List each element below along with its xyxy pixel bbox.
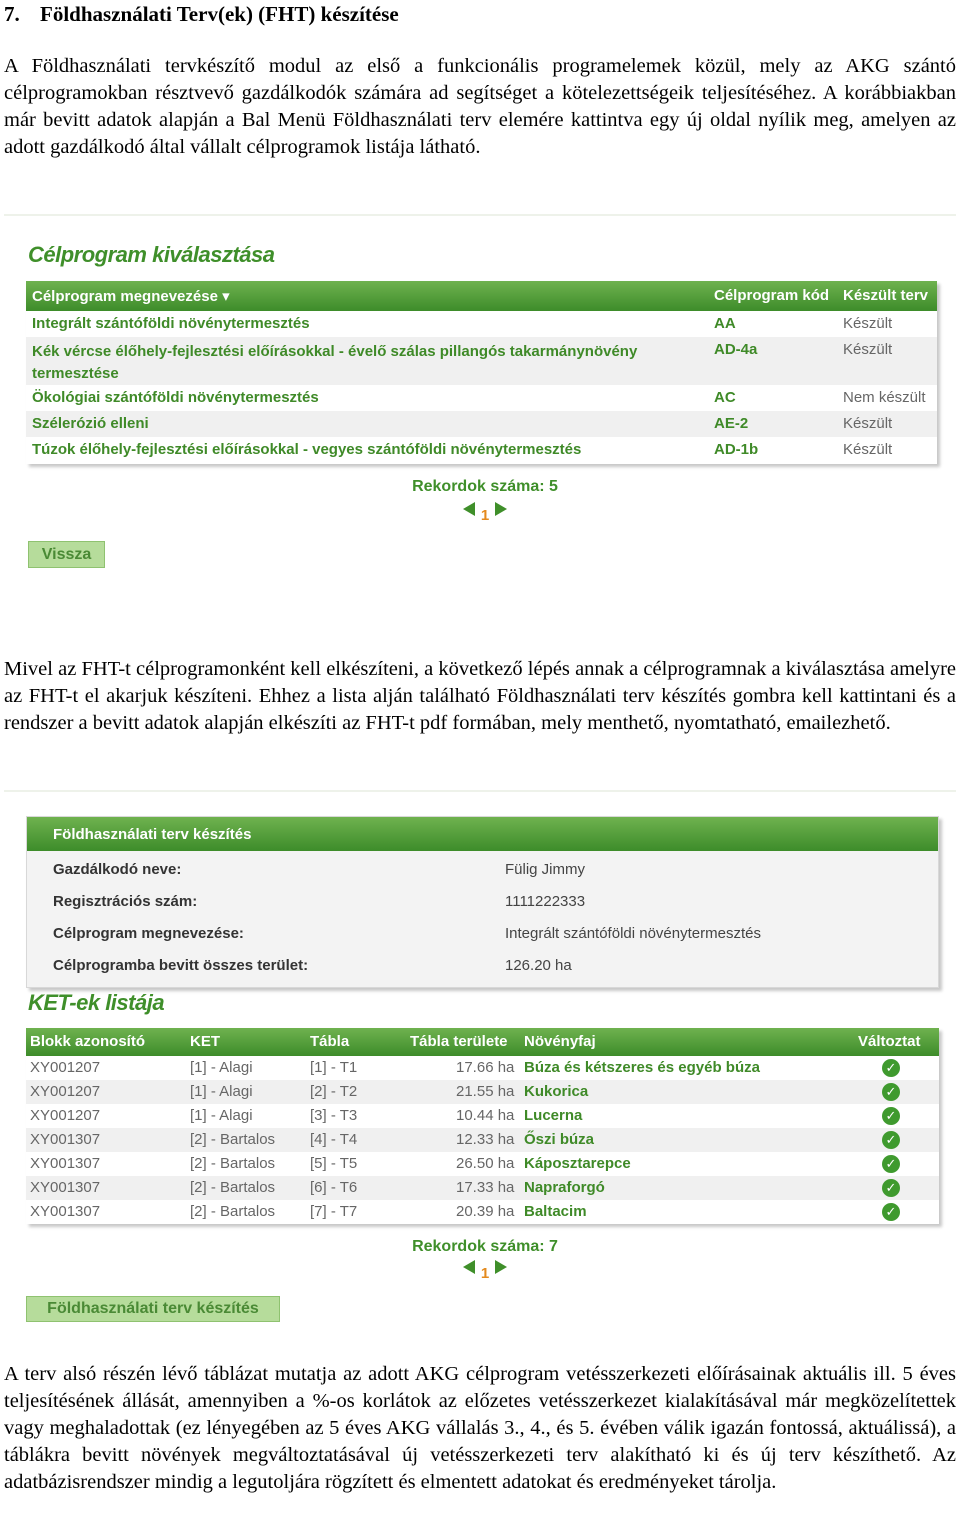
cell-noveny: Lucerna (524, 1107, 583, 1124)
cell-terulet: 17.33 ha (456, 1179, 515, 1196)
prev-arrow-icon[interactable] (463, 502, 475, 516)
next-arrow-icon[interactable] (495, 1260, 507, 1274)
cell-terulet: 20.39 ha (456, 1203, 515, 1220)
separator (4, 790, 956, 792)
cell-terulet: 17.66 ha (456, 1059, 515, 1076)
check-icon[interactable]: ✓ (882, 1059, 900, 1077)
row-status: Nem készült (843, 389, 926, 406)
row-code: AA (714, 315, 736, 332)
make-plan-button[interactable]: Földhasználati terv készítés (26, 1296, 280, 1322)
field-label: Célprogramba bevitt összes terület: (53, 957, 309, 974)
table-row (26, 1128, 939, 1152)
row-status: Készült (843, 415, 893, 432)
fht-panel-title: Földhasználati terv készítés (53, 826, 252, 843)
section-title: Földhasználati Terv(ek) (FHT) készítése (40, 2, 399, 26)
row-name[interactable]: Ökológiai szántóföldi növénytermesztés (32, 389, 319, 406)
check-icon[interactable]: ✓ (882, 1203, 900, 1221)
paragraph-selection (4, 656, 956, 737)
table-row (26, 1104, 939, 1128)
cell-terulet: 10.44 ha (456, 1107, 515, 1124)
cell-ket: [1] - Alagi (190, 1059, 253, 1076)
pager (455, 1260, 515, 1282)
cell-noveny: Búza és kétszeres és egyéb búza (524, 1059, 760, 1076)
col-header-noveny[interactable]: Növényfaj (524, 1033, 596, 1050)
paragraph-selection-text: Mivel az FHT-t célprogramonként kell elkészíteni, a következő lépés annak a célprogramnak a kiválasztása amelyre az FHT-t el akarjuk készíteni. Ehhez a lista alján található Földhasználati terv készítés gombra kell kattintani és a rendszer a bevitt adatok alapján elkészíti az FHT-t pdf formában, mely menthető, nyomtatható, emailezhető. (4, 658, 956, 734)
table-row[interactable] (26, 385, 937, 411)
table-row (26, 1176, 939, 1200)
back-button[interactable]: Vissza (28, 541, 105, 568)
cell-ket: [1] - Alagi (190, 1083, 253, 1100)
row-status: Készült (843, 341, 893, 358)
row-name[interactable]: Túzok élőhely-fejlesztési előírásokkal - vegyes szántóföldi növénytermesztés (32, 441, 582, 458)
cell-ket: [2] - Bartalos (190, 1203, 276, 1220)
cell-tabla: [5] - T5 (310, 1155, 358, 1172)
row-code: AD-4a (714, 341, 758, 358)
cell-blokk: XY001207 (30, 1107, 101, 1124)
record-count: Rekordok száma: 5 (412, 478, 558, 495)
col-header-status[interactable]: Készült terv (843, 287, 929, 304)
cell-blokk: XY001307 (30, 1131, 101, 1148)
separator (4, 214, 956, 216)
col-header-blokk[interactable]: Blokk azonosító (30, 1033, 146, 1050)
col-header-terulet[interactable]: Tábla területe (410, 1033, 508, 1050)
table-row[interactable] (26, 437, 937, 463)
check-icon[interactable]: ✓ (882, 1155, 900, 1173)
field-label: Célprogram megnevezése: (53, 925, 244, 942)
table-row[interactable] (26, 311, 937, 337)
cell-noveny: Őszi búza (524, 1131, 595, 1148)
celprogram-table (26, 281, 937, 464)
celprogram-table-header (26, 281, 937, 311)
cell-blokk: XY001307 (30, 1155, 101, 1172)
cell-tabla: [1] - T1 (310, 1059, 358, 1076)
row-status: Készült (843, 315, 893, 332)
cell-tabla: [2] - T2 (310, 1083, 358, 1100)
field-value: 126.20 ha (505, 957, 572, 974)
paragraph-closing (4, 1361, 956, 1496)
cell-noveny: Kukorica (524, 1083, 589, 1100)
row-code: AD-1b (714, 441, 759, 458)
cell-blokk: XY001307 (30, 1203, 101, 1220)
row-code: AC (714, 389, 736, 406)
check-icon[interactable]: ✓ (882, 1083, 900, 1101)
fht-panel-header (27, 817, 938, 851)
col-header-code[interactable]: Célprogram kód (714, 287, 830, 304)
field-value: Fülig Jimmy (505, 861, 586, 878)
check-icon[interactable]: ✓ (882, 1107, 900, 1125)
col-header-valtoztat[interactable]: Változtat (858, 1033, 921, 1050)
cell-ket: [2] - Bartalos (190, 1155, 276, 1172)
field-label: Gazdálkodó neve: (53, 861, 182, 878)
table-row (26, 1152, 939, 1176)
screenshot-fht-keszites (0, 814, 960, 1334)
cell-terulet: 21.55 ha (456, 1083, 515, 1100)
paragraph-intro-text: A Földhasználati tervkészítő modul az első a funkcionális programelemek közül, mely az AKG szántó célprogramokban résztvevő gazdálkodók számára ad segítséget a kötelezettségeik teljesítéséhez. A korábbiakban már bevitt adatok alapján a Bal Menü Földhasználati terv elemére kattintva egy új oldal nyílik meg, amelyen az adott gazdálkodó által vállalt célprogramok listája látható. (4, 55, 956, 158)
table-row (26, 1200, 939, 1224)
fht-panel (26, 816, 939, 988)
cell-ket: [2] - Bartalos (190, 1179, 276, 1196)
table-row[interactable] (26, 411, 937, 437)
cell-terulet: 26.50 ha (456, 1155, 515, 1172)
cell-noveny: Napraforgó (524, 1179, 605, 1196)
check-icon[interactable]: ✓ (882, 1179, 900, 1197)
cell-ket: [1] - Alagi (190, 1107, 253, 1124)
cell-blokk: XY001207 (30, 1059, 101, 1076)
field-value: Integrált szántóföldi növénytermesztés (505, 925, 761, 942)
cell-tabla: [3] - T3 (310, 1107, 358, 1124)
col-header-name[interactable]: Célprogram megnevezése ▾ (32, 288, 230, 305)
cell-tabla: [6] - T6 (310, 1179, 358, 1196)
ket-table-header (26, 1028, 939, 1056)
cell-terulet: 12.33 ha (456, 1131, 515, 1148)
screenshot-celprogram (0, 218, 960, 598)
record-count: Rekordok száma: 7 (412, 1238, 558, 1255)
table-row[interactable] (26, 337, 937, 385)
check-icon[interactable]: ✓ (882, 1131, 900, 1149)
prev-arrow-icon[interactable] (463, 1260, 475, 1274)
field-label: Regisztrációs szám: (53, 893, 198, 910)
field-value: 1111222333 (505, 893, 586, 910)
pager (455, 502, 515, 524)
celprogram-title: Célprogram kiválasztása (28, 242, 275, 267)
cell-noveny: Baltacim (524, 1203, 587, 1220)
cell-tabla: [7] - T7 (310, 1203, 358, 1220)
section-heading (4, 0, 399, 28)
row-code: AE-2 (714, 415, 749, 432)
paragraph-intro (4, 53, 956, 161)
col-header-ket[interactable]: KET (190, 1033, 220, 1050)
cell-blokk: XY001307 (30, 1179, 101, 1196)
row-status: Készült (843, 441, 893, 458)
cell-ket: [2] - Bartalos (190, 1131, 276, 1148)
table-row (26, 1080, 939, 1104)
section-number: 7. (4, 2, 20, 26)
cell-tabla: [4] - T4 (310, 1131, 358, 1148)
row-name[interactable]: Kék vércse élőhely-fejlesztési előírásokkal - évelő szálas pillangós takarmánynövény termesztése (32, 343, 638, 382)
page-number[interactable]: 1 (480, 507, 490, 524)
page-number[interactable]: 1 (480, 1265, 490, 1282)
next-arrow-icon[interactable] (495, 502, 507, 516)
paragraph-closing-text: A terv alsó részén lévő táblázat mutatja az adott AKG célprogram vetésszerkezeti előírásainak aktuális ill. 5 éves teljesítésének állását, amennyiben a %-os korlátok az előzetes vetésszerkezet kialakításával már megközelítettek vagy meghaladottak (ez lényegében az 5 éves AKG vállalás 3., 4., és 5. évében válik igazán fontossá, aktuálissá), a táblákra bevitt növények megváltoztatásával új vetésszerkezeti terv alakítható ki és új terv készíthető. Az adatbázisrendszer mindig a legutoljára rögzített és elmentett adatokat és eredményeket tárolja. (4, 1363, 956, 1493)
row-name[interactable]: Integrált szántóföldi növénytermesztés (32, 315, 310, 332)
col-header-tabla[interactable]: Tábla (310, 1033, 350, 1050)
table-row (26, 1056, 939, 1080)
ket-table (26, 1028, 939, 1224)
cell-noveny: Káposztarepce (524, 1155, 631, 1172)
row-name[interactable]: Szélerózió elleni (32, 415, 149, 432)
ket-title: KET-ek listája (28, 990, 165, 1015)
cell-blokk: XY001207 (30, 1083, 101, 1100)
